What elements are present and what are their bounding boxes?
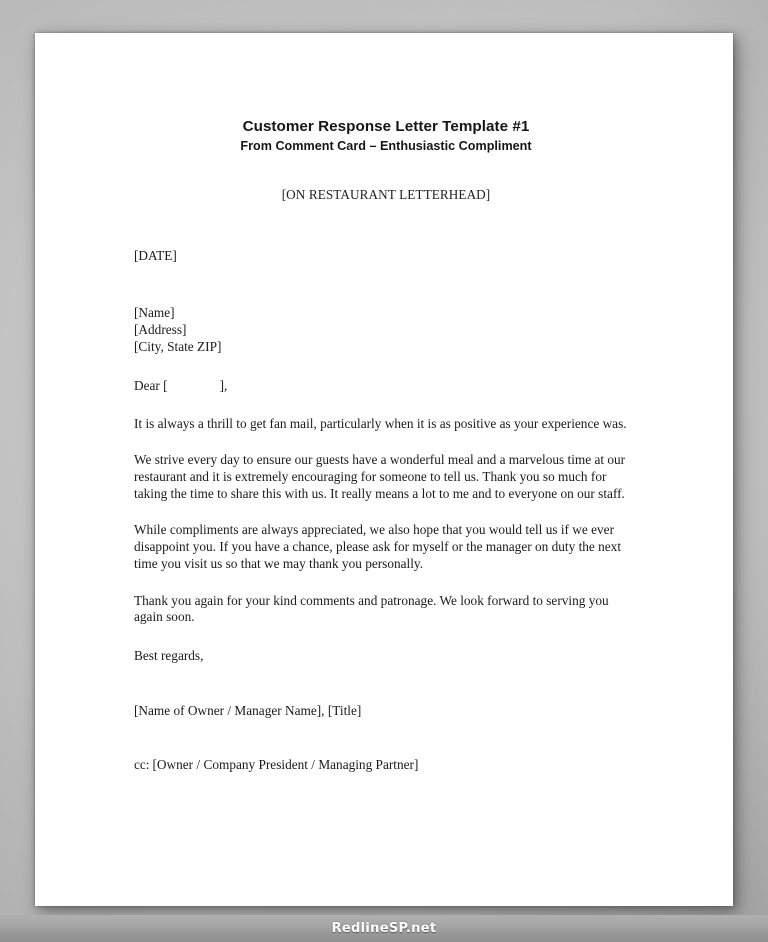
closing-line: Best regards, xyxy=(134,647,204,663)
body-paragraph-2: We strive every day to ensure our guests have a wonderful meal and a marvelous time at our restaurant and it is extremely encouraging for someone to tell us. Thank you so much for taking the time to share this with us. It really means a lot to me and to everyone on our staff. xyxy=(134,452,626,501)
page-title: Customer Response Letter Template #1 xyxy=(242,118,530,135)
body-paragraph-3: While compliments are always appreciated, we also hope that you would tell us if we ever disappoint you. If you have a chance, please ask for myself or the manager on duty the next time you visit us so that we may thank you personally. xyxy=(134,522,622,571)
recipient-name: [Name] xyxy=(134,305,175,321)
letterhead-placeholder: [ON RESTAURANT LETTERHEAD] xyxy=(281,186,491,202)
salutation-suffix: ], xyxy=(219,378,228,394)
letter-body xyxy=(134,203,638,774)
signature-block: [Name of Owner / Manager Name], [Title] xyxy=(134,702,362,718)
recipient-address-block xyxy=(134,264,638,356)
recipient-address: [Address] xyxy=(134,322,187,338)
document-content xyxy=(134,33,638,774)
cc-label: cc: xyxy=(134,757,150,773)
document-heading xyxy=(134,33,638,155)
page-subtitle: From Comment Card – Enthusiastic Compliment xyxy=(240,139,532,154)
salutation-prefix: Dear [ xyxy=(134,378,168,394)
body-paragraph-4: Thank you again for your kind comments and patronage. We look forward to serving you again soon. xyxy=(134,592,609,625)
document-page xyxy=(35,33,733,906)
body-paragraph-1: It is always a thrill to get fan mail, particularly when it is as positive as your experience was. xyxy=(134,415,627,431)
cc-recipients: [Owner / Company President / Managing Partner] xyxy=(152,757,419,773)
watermark-text: RedlineSP.net xyxy=(331,921,437,936)
salutation-line xyxy=(134,356,638,395)
footer-watermark-bar xyxy=(0,915,768,942)
recipient-city-state-zip: [City, State ZIP] xyxy=(134,339,222,355)
date-field: [DATE] xyxy=(134,247,177,263)
cc-line xyxy=(134,719,638,774)
